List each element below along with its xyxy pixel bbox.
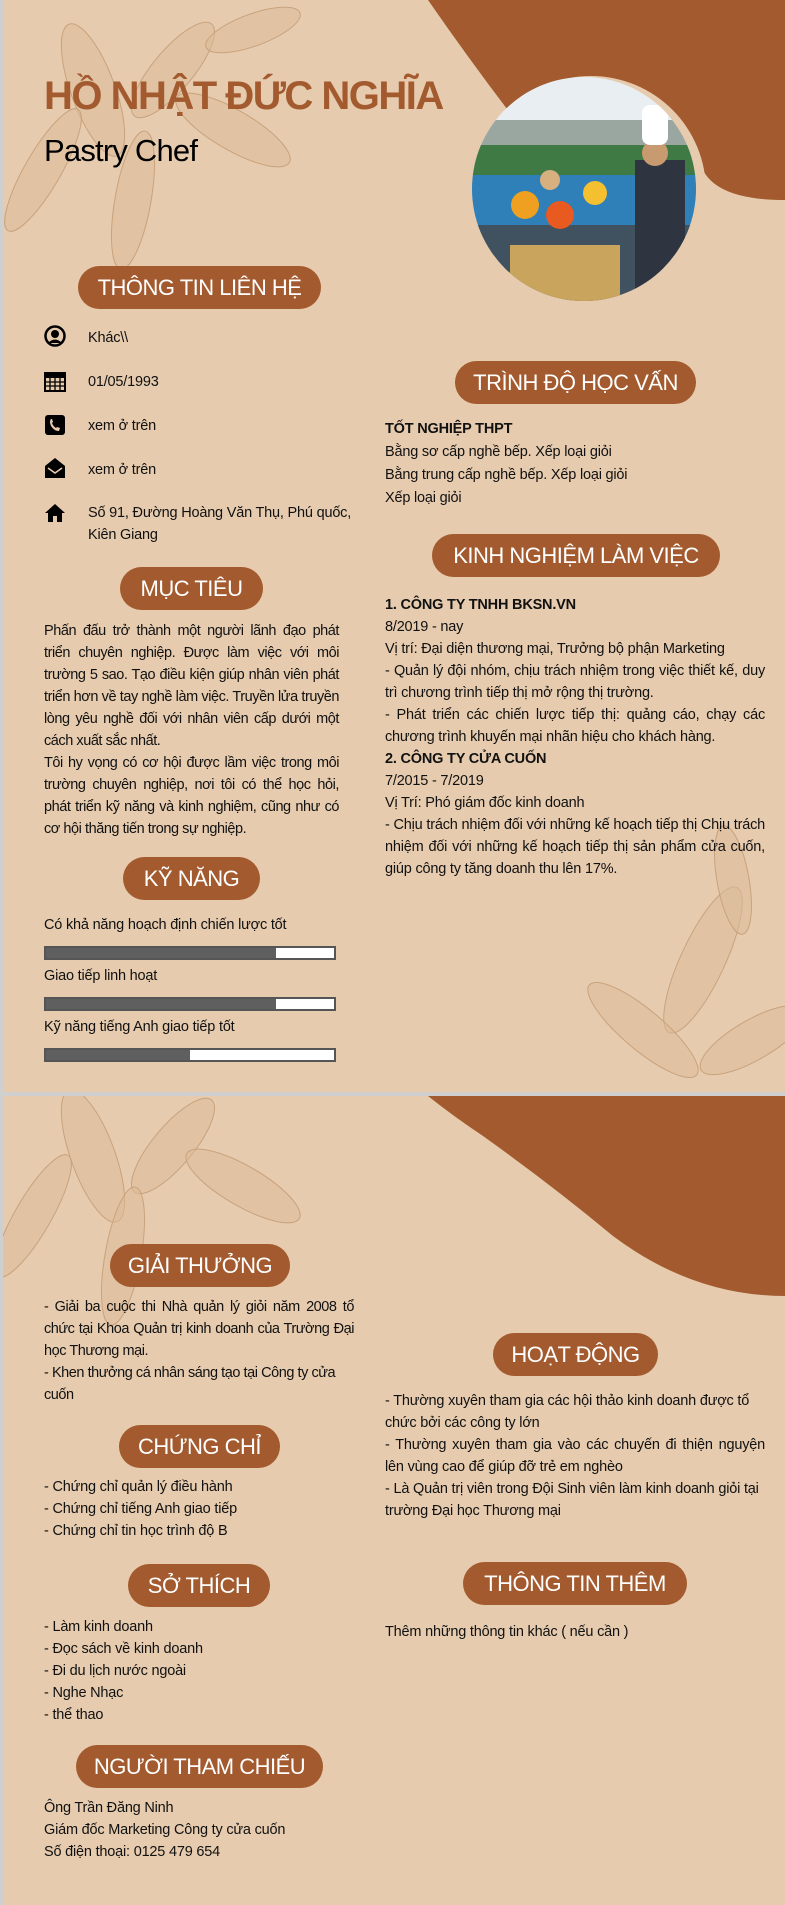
job-position: Vị Trí: Phó giám đốc kinh doanh: [385, 795, 585, 811]
objective-heading: MỤC TIÊU: [120, 567, 263, 610]
education-line: Xếp loại giỏi: [385, 490, 462, 506]
education-line: Bằng sơ cấp nghề bếp. Xếp loại giỏi: [385, 444, 612, 460]
extra-info-heading: THÔNG TIN THÊM: [463, 1562, 687, 1605]
skill-bar: [44, 997, 336, 1011]
hobbies-heading: SỞ THÍCH: [128, 1564, 270, 1607]
skill-bar-fill: [46, 1050, 190, 1060]
job-description: - Quản lý đội nhóm, chịu trách nhiệm trong việc thiết kế, duy trì chương trình tiếp thị mở rộng thị trường.: [385, 663, 765, 701]
skill-bar-fill: [46, 999, 276, 1009]
job-position: Vị trí: Đại diện thương mại, Trưởng bộ phận Marketing: [385, 641, 725, 657]
skill-bar: [44, 1048, 336, 1062]
certificates-heading: CHỨNG CHỈ: [119, 1425, 280, 1468]
cv-page-1: [3, 0, 785, 1092]
cv-page-2: [3, 1096, 785, 1905]
leaf-decoration-icon: [3, 1096, 309, 1328]
objective-block: [44, 620, 339, 840]
contact-gender: Khác\\: [88, 330, 128, 346]
contact-birthdate: 01/05/1993: [88, 374, 159, 390]
job-company: 2. CÔNG TY CỬA CUỐN: [385, 751, 547, 767]
job-company: 1. CÔNG TY TNHH BKSN.VN: [385, 597, 576, 613]
home-icon: [44, 502, 66, 524]
hobby-item: - Làm kinh doanh: [44, 1619, 153, 1635]
phone-icon: [44, 414, 66, 436]
job-period: 7/2015 - 7/2019: [385, 773, 484, 789]
awards-list: [44, 1296, 354, 1406]
experience-list: [385, 594, 765, 880]
education-heading: TRÌNH ĐỘ HỌC VẤN: [455, 361, 696, 404]
skill-bar-fill: [46, 948, 276, 958]
activity-item: - Là Quản trị viên trong Đội Sinh viên làm kinh doanh giỏi tại trường Đại học Thương mại: [385, 1481, 759, 1519]
activity-item: - Thường xuyên tham gia các hội thảo kinh doanh được tổ chức bởi các công ty lớn: [385, 1393, 750, 1431]
job-title: Pastry Chef: [44, 133, 198, 168]
awards-heading: GIẢI THƯỞNG: [110, 1244, 290, 1287]
skill-label: Kỹ năng tiếng Anh giao tiếp tốt: [44, 1019, 235, 1035]
calendar-icon: [44, 370, 66, 392]
skill-label: Giao tiếp linh hoạt: [44, 968, 158, 984]
extra-info-text: Thêm những thông tin khác ( nếu cần ): [385, 1624, 629, 1640]
job-description: - Phát triển các chiến lược tiếp thị: quảng cáo, chạy các chương trình khuyến mại nhãn hiệu cho khách hàng.: [385, 707, 765, 745]
experience-heading: KINH NGHIỆM LÀM VIỆC: [432, 534, 720, 577]
skills-heading: KỸ NĂNG: [123, 857, 260, 900]
activity-item: - Thường xuyên tham gia vào các chuyến đi thiện nguyện lên vùng cao để giúp đỡ trẻ em nghèo: [385, 1437, 765, 1475]
objective-text-1: Phấn đấu trở thành một người lãnh đạo phát triển chuyên nghiệp. Được làm việc với môi trường 5 sao. Tạo điều kiện giúp nhân viên phát triển hơn về tay nghề làm việc. Truyền lửa truyền lòng yêu nghề đối với nhân viên cấp dưới một cách xuất sắc nhất.: [44, 623, 339, 749]
award-item: - Khen thưởng cá nhân sáng tạo tại Công ty cửa cuốn: [44, 1365, 336, 1403]
contact-address: Số 91, Đường Hoàng Văn Thụ, Phú quốc, Kiên Giang: [88, 505, 352, 543]
award-item: - Giải ba cuộc thi Nhà quản lý giỏi năm 2008 tổ chức tại Khoa Quản trị kinh doanh của Trường Đại học Thương mại.: [44, 1299, 354, 1359]
brown-corner-shape: [428, 1096, 785, 1296]
job-period: 8/2019 - nay: [385, 619, 464, 635]
job-description: - Chịu trách nhiệm đối với những kế hoạch tiếp thị Chịu trách nhiệm đối với những kế hoạch tiếp thị sản phẩm cửa cuốn, giúp công ty tăng doanh thu lên 17%.: [385, 817, 765, 877]
profile-photo: [470, 75, 698, 303]
contact-phone: xem ở trên: [88, 418, 156, 434]
skill-label: Có khả năng hoạch định chiến lược tốt: [44, 917, 287, 933]
hobby-item: - thể thao: [44, 1707, 104, 1723]
objective-text-2: Tôi hy vọng có cơ hội được lầm việc trong môi trường chuyên nghiệp, nơi tôi có thể học hỏi, phát triển kỹ năng và kinh nghiệm, cũng như có cơ hội thăng tiến trong sự nghiệp.: [44, 755, 339, 837]
email-icon: [44, 457, 66, 479]
activities-list: [385, 1390, 765, 1522]
activities-heading: HOẠT ĐỘNG: [493, 1333, 658, 1376]
hobby-item: - Đi du lịch nước ngoài: [44, 1663, 186, 1679]
education-school: TỐT NGHIỆP THPT: [385, 421, 513, 437]
contact-email: xem ở trên: [88, 462, 156, 478]
certificate-item: - Chứng chỉ tin học trình độ B: [44, 1523, 228, 1539]
hobby-item: - Đọc sách về kinh doanh: [44, 1641, 203, 1657]
contact-heading: THÔNG TIN LIÊN HỆ: [78, 266, 321, 309]
user-icon: [44, 325, 66, 347]
skill-bar: [44, 946, 336, 960]
certificate-item: - Chứng chỉ tiếng Anh giao tiếp: [44, 1501, 237, 1517]
certificate-item: - Chứng chỉ quản lý điều hành: [44, 1479, 233, 1495]
education-line: Bằng trung cấp nghề bếp. Xếp loại giỏi: [385, 467, 628, 483]
reference-line: Số điện thoại: 0125 479 654: [44, 1844, 221, 1860]
reference-line: Giám đốc Marketing Công ty cửa cuốn: [44, 1822, 286, 1838]
hobby-item: - Nghe Nhạc: [44, 1685, 124, 1701]
candidate-name: HỒ NHẬT ĐỨC NGHĨA: [44, 74, 443, 118]
references-heading: NGƯỜI THAM CHIẾU: [76, 1745, 323, 1788]
reference-line: Ông Trần Đăng Ninh: [44, 1800, 174, 1816]
